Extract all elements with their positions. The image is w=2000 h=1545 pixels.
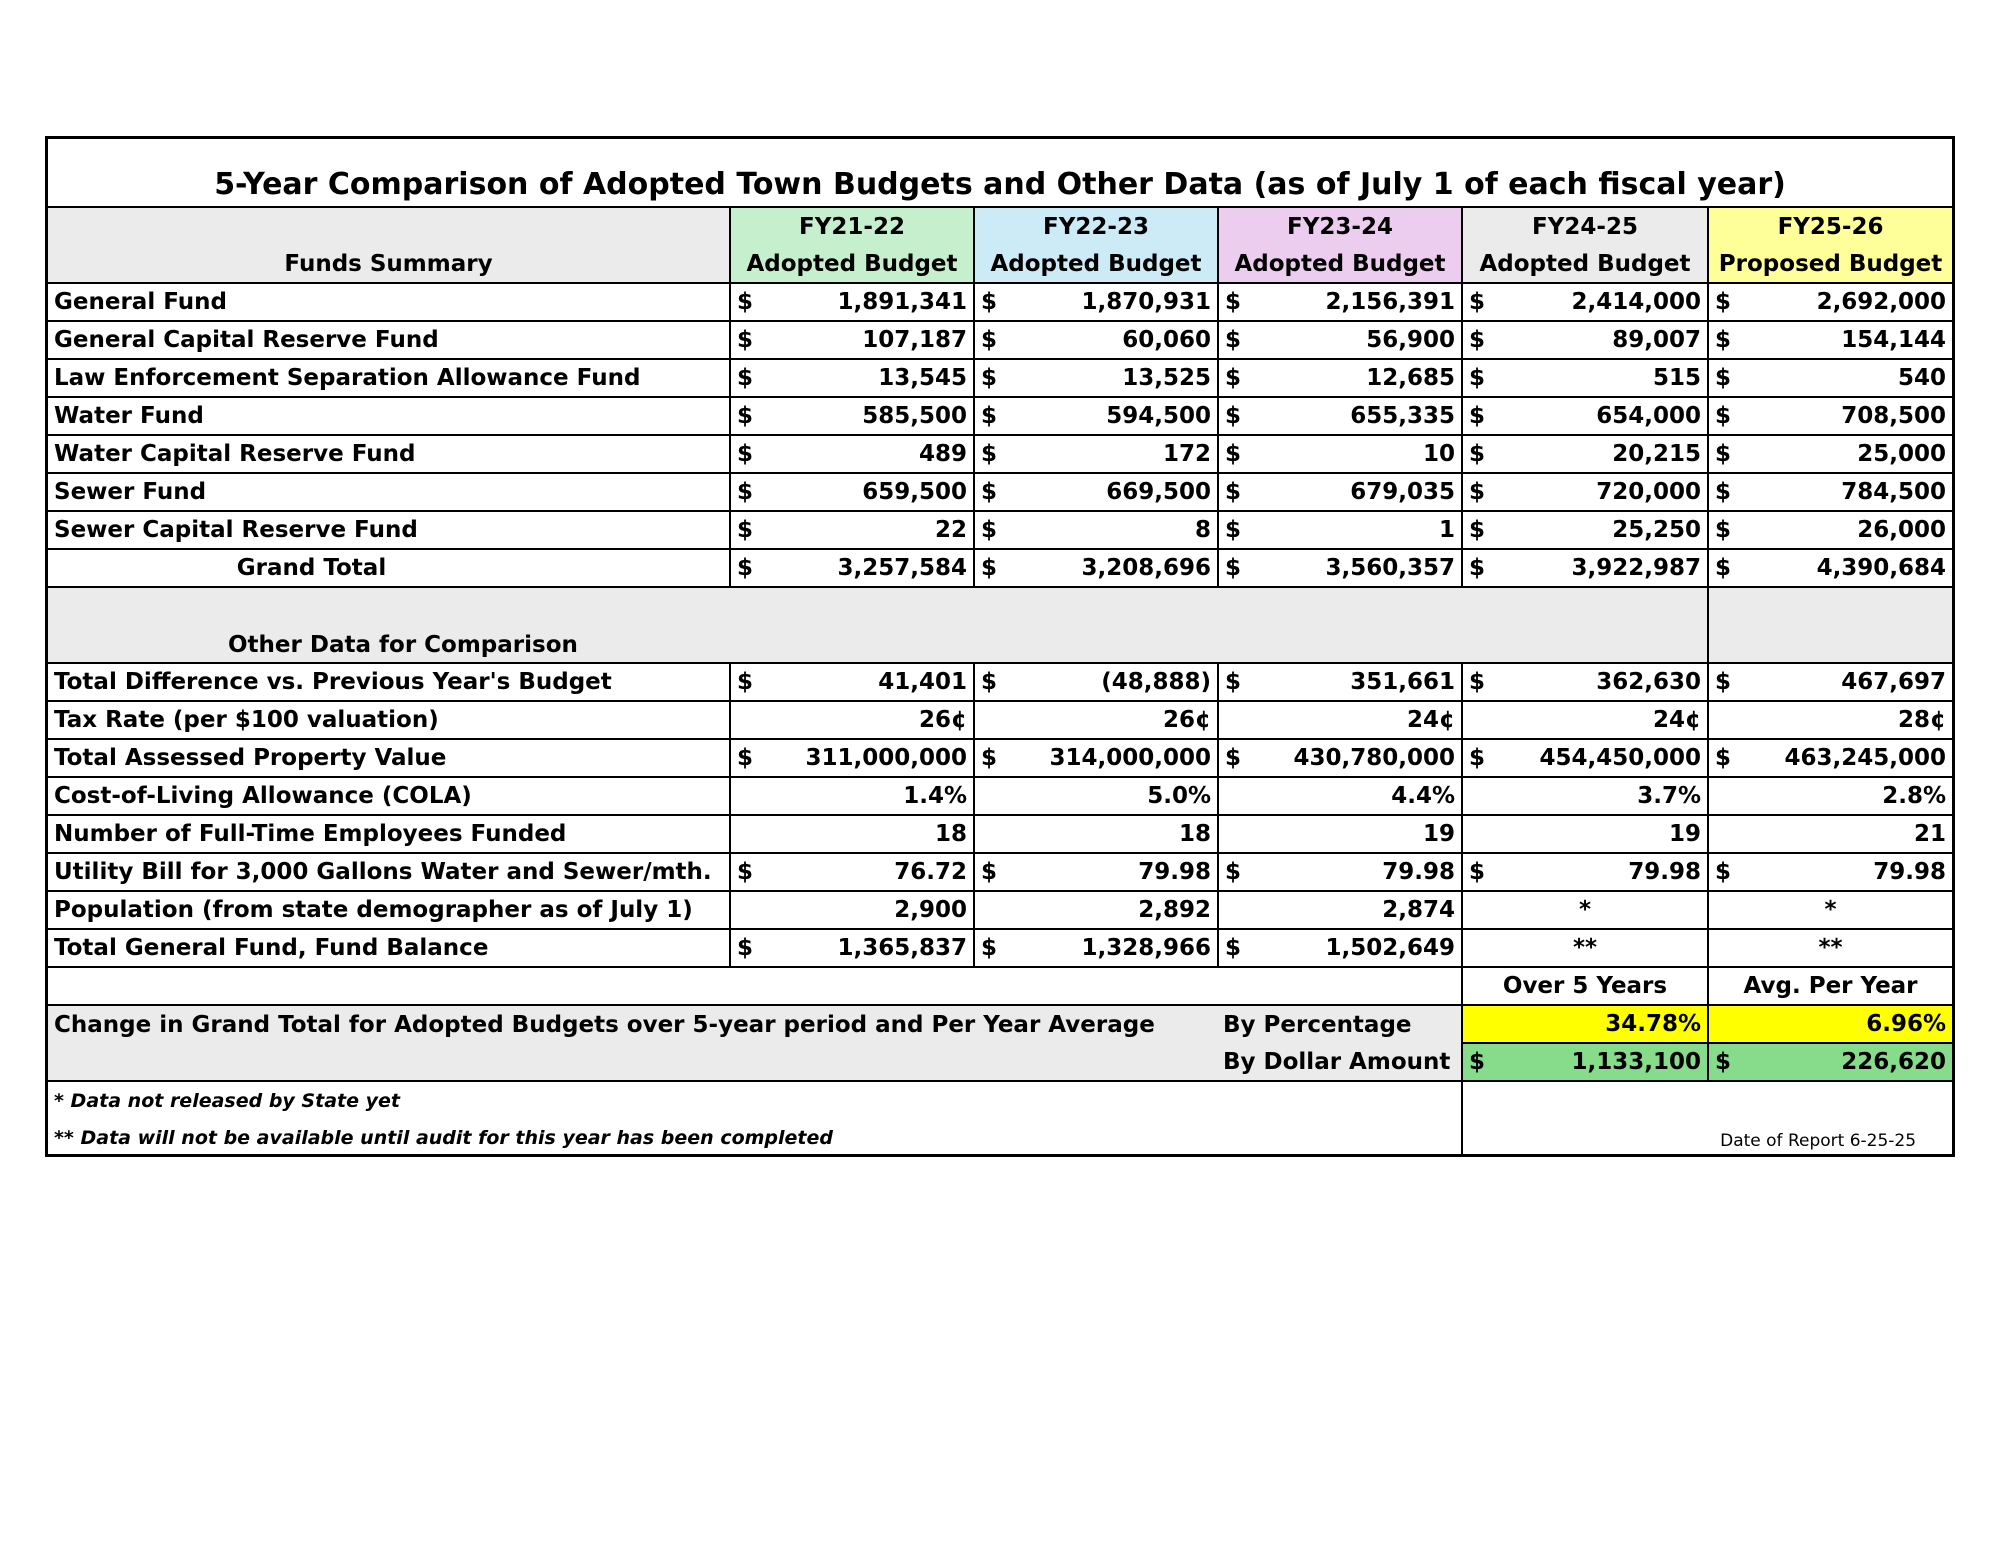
fund-value: 89,007 — [1612, 327, 1701, 353]
dollar-sign: $ — [981, 669, 998, 695]
value: 79.98 — [1873, 859, 1947, 885]
report-date: Date of Report 6-25-25 — [1462, 1081, 1952, 1157]
fund-value-cell — [974, 435, 1218, 473]
fund-value: 25,000 — [1857, 441, 1947, 467]
dollar-sign: $ — [1469, 327, 1486, 353]
value: 28¢ — [1708, 701, 1952, 739]
fund-value: 107,187 — [862, 327, 967, 353]
dollar-sign: $ — [1469, 441, 1486, 467]
fund-value: 708,500 — [1841, 403, 1947, 429]
fund-value-cell — [974, 473, 1218, 511]
fund-value-cell — [730, 435, 974, 473]
grand-total-value: 3,208,696 — [1081, 555, 1211, 581]
by-percentage-label: By Percentage — [1218, 1005, 1462, 1043]
row-label: Tax Rate (per $100 valuation) — [48, 701, 730, 739]
funds-rows — [48, 283, 1952, 549]
dollar-sign: $ — [1715, 479, 1732, 505]
value: ** — [1462, 929, 1708, 967]
summary-header-blank — [48, 967, 1462, 1005]
value-cell — [974, 853, 1218, 891]
fund-value: 515 — [1652, 365, 1701, 391]
fund-label: General Capital Reserve Fund — [48, 321, 730, 359]
fund-value: 13,545 — [878, 365, 967, 391]
dollar-sign: $ — [1469, 555, 1486, 581]
value: 454,450,000 — [1539, 745, 1701, 771]
value: 1.4% — [730, 777, 974, 815]
value-cell — [1462, 663, 1708, 701]
row-label: Total General Fund, Fund Balance — [48, 929, 730, 967]
dollar-sign: $ — [737, 555, 754, 581]
fund-value: 13,525 — [1122, 365, 1211, 391]
fund-value-cell — [730, 359, 974, 397]
fund-row — [48, 511, 1952, 549]
value-cell — [1708, 663, 1952, 701]
fund-value-cell — [1218, 283, 1462, 321]
value: 314,000,000 — [1049, 745, 1211, 771]
fund-value-cell — [1708, 359, 1952, 397]
value: 24¢ — [1462, 701, 1708, 739]
row-label: Population (from state demographer as of July 1) — [48, 891, 730, 929]
other-data-header-blank — [1708, 587, 1952, 663]
dollar-sign: $ — [1225, 289, 1242, 315]
value: 26¢ — [974, 701, 1218, 739]
value: 2.8% — [1708, 777, 1952, 815]
fund-value: 1 — [1438, 517, 1455, 543]
dollar-sign: $ — [981, 365, 998, 391]
value: 21 — [1708, 815, 1952, 853]
col-header-year-3: FY23-24 — [1218, 207, 1462, 245]
summary-header-row — [48, 967, 1952, 1005]
dollar-sign: $ — [981, 479, 998, 505]
fund-label: Law Enforcement Separation Allowance Fund — [48, 359, 730, 397]
pct-avg-per-year: 6.96% — [1708, 1005, 1952, 1043]
value: 26¢ — [730, 701, 974, 739]
dollar-sign: $ — [1715, 555, 1732, 581]
value: 1,502,649 — [1325, 935, 1455, 961]
fund-label: Water Capital Reserve Fund — [48, 435, 730, 473]
dollar-sign: $ — [1715, 1049, 1732, 1075]
fund-value-cell — [974, 321, 1218, 359]
fund-value: 669,500 — [1106, 479, 1211, 505]
fund-value-cell — [1708, 321, 1952, 359]
fund-value: 784,500 — [1841, 479, 1947, 505]
change-dollar-row — [48, 1043, 1952, 1081]
value: 430,780,000 — [1293, 745, 1455, 771]
dollar-sign: $ — [1469, 365, 1486, 391]
value: 351,661 — [1350, 669, 1455, 695]
value: 3.7% — [1462, 777, 1708, 815]
grand-total-value: 3,922,987 — [1571, 555, 1701, 581]
difference-row — [48, 663, 1952, 701]
dollar-over-5-years-cell — [1462, 1043, 1708, 1081]
value-cell — [1218, 739, 1462, 777]
fund-value: 26,000 — [1857, 517, 1947, 543]
fund-value-cell — [1218, 473, 1462, 511]
fund-value-cell — [1462, 511, 1708, 549]
avg-per-year-header: Avg. Per Year — [1708, 967, 1952, 1005]
row-label: Total Assessed Property Value — [48, 739, 730, 777]
fund-value: 585,500 — [862, 403, 967, 429]
fund-value: 2,156,391 — [1325, 289, 1455, 315]
fund-label: Sewer Capital Reserve Fund — [48, 511, 730, 549]
value: 76.72 — [894, 859, 967, 885]
fund-value: 594,500 — [1106, 403, 1211, 429]
dollar-sign: $ — [1469, 289, 1486, 315]
dollar-sign: $ — [1225, 745, 1242, 771]
fund-value: 679,035 — [1350, 479, 1455, 505]
value: 4.4% — [1218, 777, 1462, 815]
value: (48,888) — [1101, 669, 1211, 695]
fund-value-cell — [1218, 321, 1462, 359]
dollar-sign: $ — [1715, 327, 1732, 353]
value-cell — [1462, 853, 1708, 891]
footnote-2: ** Data will not be available until audit for this year has been completed — [54, 1127, 833, 1149]
report-title: 5-Year Comparison of Adopted Town Budgets and Other Data (as of July 1 of each fiscal year) — [214, 167, 1786, 202]
fund-value: 659,500 — [862, 479, 967, 505]
grand-total-cell — [1708, 549, 1952, 587]
dollar-sign: $ — [1715, 859, 1732, 885]
dollar-sign: $ — [737, 745, 754, 771]
value-cell — [730, 929, 974, 967]
property-value-row — [48, 739, 1952, 777]
fund-value: 22 — [934, 517, 967, 543]
value-cell — [730, 663, 974, 701]
fund-value-cell — [1462, 359, 1708, 397]
dollar-sign: $ — [1469, 1049, 1486, 1075]
value-cell — [1708, 739, 1952, 777]
dollar-sign: $ — [1715, 441, 1732, 467]
value: 19 — [1218, 815, 1462, 853]
dollar-sign: $ — [1225, 441, 1242, 467]
change-label-blank — [48, 1043, 1218, 1081]
value: 79.98 — [1382, 859, 1455, 885]
row-label: Number of Full-Time Employees Funded — [48, 815, 730, 853]
dollar-sign: $ — [737, 669, 754, 695]
col-header-sub-4: Adopted Budget — [1462, 245, 1708, 283]
dollar-sign: $ — [981, 289, 998, 315]
dollar-sign: $ — [1225, 327, 1242, 353]
over-5-years-header: Over 5 Years — [1462, 967, 1708, 1005]
dollar-avg-per-year-cell — [1708, 1043, 1952, 1081]
dollar-sign: $ — [1469, 517, 1486, 543]
dollar-sign: $ — [1715, 745, 1732, 771]
grand-total-cell — [1462, 549, 1708, 587]
fund-row — [48, 397, 1952, 435]
fund-value-cell — [1218, 397, 1462, 435]
value: 467,697 — [1841, 669, 1947, 695]
dollar-sign: $ — [1225, 479, 1242, 505]
value: * — [1462, 891, 1708, 929]
value: 362,630 — [1596, 669, 1701, 695]
dollar-sign: $ — [1469, 669, 1486, 695]
change-pct-row — [48, 1005, 1952, 1043]
col-header-sub-1: Adopted Budget — [730, 245, 974, 283]
value-cell — [1708, 853, 1952, 891]
dollar-sign: $ — [981, 403, 998, 429]
dollar-sign: $ — [1715, 669, 1732, 695]
fund-value-cell — [974, 511, 1218, 549]
value-cell — [974, 929, 1218, 967]
value: 41,401 — [878, 669, 967, 695]
fund-value: 8 — [1194, 517, 1211, 543]
value: 79.98 — [1628, 859, 1701, 885]
value: * — [1708, 891, 1952, 929]
value: 18 — [974, 815, 1218, 853]
value: 311,000,000 — [805, 745, 967, 771]
fund-value: 2,414,000 — [1571, 289, 1701, 315]
dollar-sign: $ — [1469, 479, 1486, 505]
budget-comparison-sheet — [45, 136, 1955, 1157]
fund-value-cell — [1708, 397, 1952, 435]
cola-row — [48, 777, 1952, 815]
tax-rate-row — [48, 701, 1952, 739]
fund-value-cell — [1462, 473, 1708, 511]
fund-value-cell — [1708, 473, 1952, 511]
value: 1,365,837 — [837, 935, 967, 961]
budget-comparison-table — [48, 139, 1952, 1157]
fund-value: 540 — [1898, 365, 1947, 391]
col-header-year-4: FY24-25 — [1462, 207, 1708, 245]
dollar-sign: $ — [737, 441, 754, 467]
col-header-sub-5: Proposed Budget — [1708, 245, 1952, 283]
fund-value-cell — [1462, 321, 1708, 359]
value: 2,900 — [730, 891, 974, 929]
by-dollar-label: By Dollar Amount — [1218, 1043, 1462, 1081]
value: 79.98 — [1138, 859, 1211, 885]
fund-value-cell — [1708, 283, 1952, 321]
col-header-year-2: FY22-23 — [974, 207, 1218, 245]
fund-value-cell — [974, 359, 1218, 397]
value: ** — [1708, 929, 1952, 967]
employees-row — [48, 815, 1952, 853]
dollar-sign: $ — [1225, 935, 1242, 961]
change-label: Change in Grand Total for Adopted Budgets over 5-year period and Per Year Average — [48, 1005, 1218, 1043]
dollar-sign: $ — [737, 479, 754, 505]
dollar-sign: $ — [1469, 745, 1486, 771]
fund-value: 489 — [918, 441, 967, 467]
grand-total-cell — [1218, 549, 1462, 587]
value: 1,328,966 — [1081, 935, 1211, 961]
fund-value: 172 — [1162, 441, 1211, 467]
fund-value-cell — [1218, 511, 1462, 549]
row-label: Cost-of-Living Allowance (COLA) — [48, 777, 730, 815]
dollar-sign: $ — [1715, 517, 1732, 543]
col-header-sub-3: Adopted Budget — [1218, 245, 1462, 283]
fund-label: General Fund — [48, 283, 730, 321]
fund-value-cell — [1218, 359, 1462, 397]
dollar-sign: $ — [1225, 517, 1242, 543]
value-cell — [1462, 739, 1708, 777]
dollar-sign: $ — [1469, 403, 1486, 429]
fund-value: 655,335 — [1350, 403, 1455, 429]
dollar-sign: $ — [1715, 289, 1732, 315]
fund-label: Water Fund — [48, 397, 730, 435]
fund-value: 720,000 — [1596, 479, 1701, 505]
col-header-year-5: FY25-26 — [1708, 207, 1952, 245]
grand-total-row — [48, 549, 1952, 587]
footnote-1: * Data not released by State yet — [48, 1081, 1462, 1119]
funds-summary-header: Funds Summary — [48, 245, 730, 283]
dollar-sign: $ — [737, 859, 754, 885]
dollar-sign: $ — [1225, 669, 1242, 695]
dollar-sign: $ — [981, 441, 998, 467]
fund-value: 1,891,341 — [837, 289, 967, 315]
grand-total-value: 4,390,684 — [1816, 555, 1947, 581]
value-cell — [1218, 929, 1462, 967]
dollar-sign: $ — [981, 517, 998, 543]
fund-value-cell — [730, 473, 974, 511]
grand-total-cell — [974, 549, 1218, 587]
grand-total-value: 3,257,584 — [837, 555, 967, 581]
value: 463,245,000 — [1784, 745, 1947, 771]
dollar-sign: $ — [981, 745, 998, 771]
fund-value: 12,685 — [1366, 365, 1455, 391]
fund-row — [48, 359, 1952, 397]
dollar-avg-per-year: 226,620 — [1841, 1049, 1947, 1075]
fund-value-cell — [1218, 435, 1462, 473]
fund-value-cell — [1708, 511, 1952, 549]
grand-total-value: 3,560,357 — [1325, 555, 1455, 581]
fund-value-cell — [974, 397, 1218, 435]
dollar-sign: $ — [1715, 403, 1732, 429]
fund-value: 56,900 — [1366, 327, 1455, 353]
dollar-sign: $ — [981, 859, 998, 885]
fund-value: 25,250 — [1612, 517, 1701, 543]
fund-value: 1,870,931 — [1081, 289, 1211, 315]
value-cell — [974, 739, 1218, 777]
fund-row — [48, 435, 1952, 473]
fund-value-cell — [1462, 283, 1708, 321]
fund-value-cell — [1462, 397, 1708, 435]
other-data-header-row — [48, 587, 1952, 663]
note-row-1 — [48, 1081, 1952, 1119]
grand-total-label: Grand Total — [48, 549, 730, 587]
funds-summary-header-top — [48, 207, 730, 245]
dollar-sign: $ — [1225, 365, 1242, 391]
dollar-sign: $ — [981, 935, 998, 961]
dollar-sign: $ — [737, 327, 754, 353]
fund-value-cell — [1708, 435, 1952, 473]
fund-row — [48, 473, 1952, 511]
fund-value-cell — [730, 511, 974, 549]
dollar-sign: $ — [737, 403, 754, 429]
dollar-sign: $ — [737, 289, 754, 315]
fund-value: 60,060 — [1122, 327, 1211, 353]
fund-balance-row — [48, 929, 1952, 967]
value: 2,892 — [974, 891, 1218, 929]
fund-value-cell — [974, 283, 1218, 321]
value-cell — [730, 853, 974, 891]
value: 5.0% — [974, 777, 1218, 815]
dollar-sign: $ — [981, 555, 998, 581]
value-cell — [1218, 663, 1462, 701]
fund-row — [48, 283, 1952, 321]
fund-value: 10 — [1422, 441, 1455, 467]
value: 19 — [1462, 815, 1708, 853]
pct-over-5-years: 34.78% — [1462, 1005, 1708, 1043]
dollar-sign: $ — [737, 365, 754, 391]
fund-value-cell — [730, 283, 974, 321]
dollar-over-5-years: 1,133,100 — [1571, 1049, 1701, 1075]
fund-label: Sewer Fund — [48, 473, 730, 511]
row-label: Utility Bill for 3,000 Gallons Water and Sewer/mth. — [48, 853, 730, 891]
fund-value: 20,215 — [1612, 441, 1701, 467]
other-data-header: Other Data for Comparison — [48, 587, 1708, 663]
dollar-sign: $ — [1225, 403, 1242, 429]
value-cell — [1218, 853, 1462, 891]
dollar-sign: $ — [1715, 365, 1732, 391]
row-label: Total Difference vs. Previous Year's Budget — [48, 663, 730, 701]
grand-total-cell — [730, 549, 974, 587]
fund-value: 2,692,000 — [1816, 289, 1947, 315]
dollar-sign: $ — [1469, 859, 1486, 885]
dollar-sign: $ — [981, 327, 998, 353]
value: 2,874 — [1218, 891, 1462, 929]
fund-value-cell — [730, 397, 974, 435]
fund-value-cell — [1462, 435, 1708, 473]
value: 18 — [730, 815, 974, 853]
fund-row — [48, 321, 1952, 359]
dollar-sign: $ — [737, 517, 754, 543]
value: 24¢ — [1218, 701, 1462, 739]
value-cell — [730, 739, 974, 777]
fund-value: 654,000 — [1596, 403, 1701, 429]
fund-value: 154,144 — [1841, 327, 1947, 353]
col-header-year-1: FY21-22 — [730, 207, 974, 245]
dollar-sign: $ — [1225, 555, 1242, 581]
utility-bill-row — [48, 853, 1952, 891]
dollar-sign: $ — [737, 935, 754, 961]
population-row — [48, 891, 1952, 929]
col-header-sub-2: Adopted Budget — [974, 245, 1218, 283]
dollar-sign: $ — [1225, 859, 1242, 885]
value-cell — [974, 663, 1218, 701]
fund-value-cell — [730, 321, 974, 359]
